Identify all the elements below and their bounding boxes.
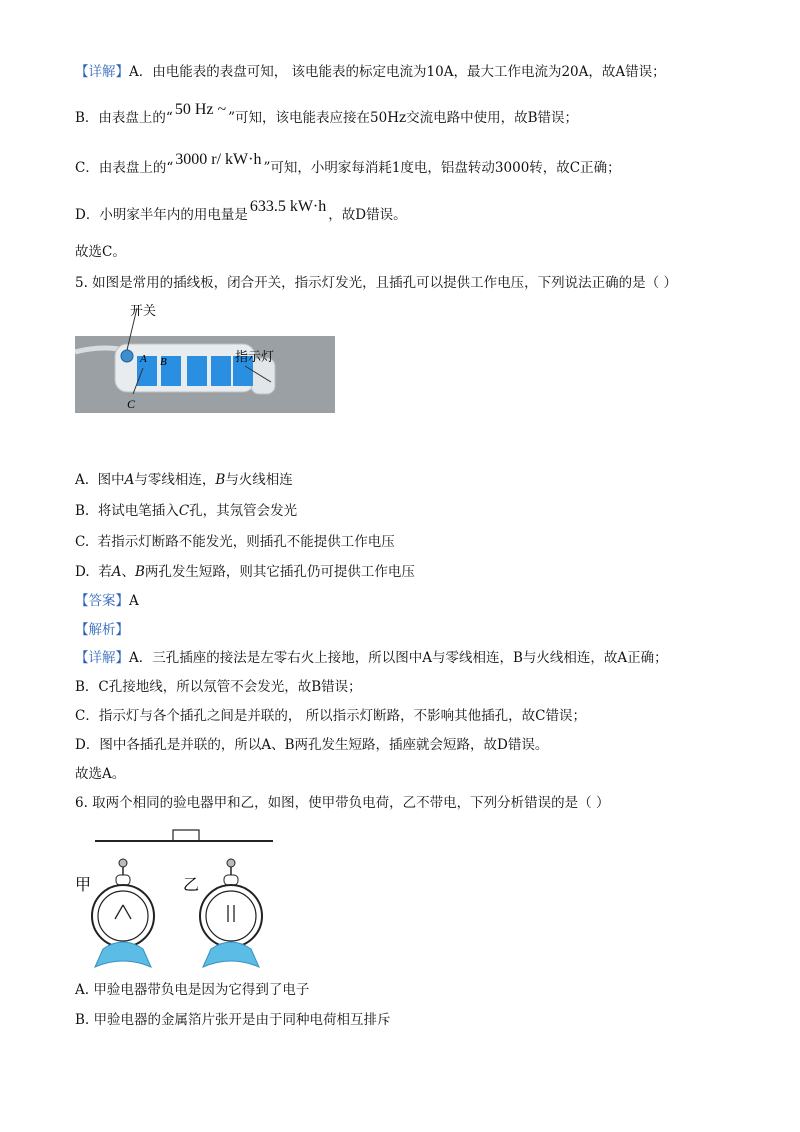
q5-conclusion: 故选A。 bbox=[75, 766, 126, 782]
label-b: B bbox=[160, 356, 167, 368]
formula-633: 633.5 kW·h bbox=[249, 198, 327, 215]
q6-option-a: A. 甲验电器带负电是因为它得到了电子 bbox=[75, 982, 310, 998]
q6-stem: 6. 取两个相同的验电器甲和乙，如图，使甲带负电荷，乙不带电，下列分析错误的是（ ） bbox=[75, 795, 610, 811]
prev-detail-a: 【详解】A．由电能表的表盘可知， 该电能表的标定电流为10A，最大工作电流为20A，故A错误； bbox=[75, 64, 666, 80]
label-a: A bbox=[140, 353, 147, 365]
q6-option-b: B. 甲验电器的金属箔片张开是由于同种电荷相互排斥 bbox=[75, 1012, 391, 1028]
switch-label: 开关 bbox=[130, 304, 157, 319]
q5-stem: 5. 如图是常用的插线板，闭合开关，指示灯发光，且插孔可以提供工作电压，下列说法正确的是（ ） bbox=[75, 275, 677, 291]
q5-detail-c: C．指示灯与各个插孔之间是并联的， 所以指示灯断路，不影响其他插孔，故C错误； bbox=[75, 708, 586, 724]
indicator-label: 指示灯 bbox=[235, 350, 275, 365]
label-jia: 甲 bbox=[75, 875, 92, 894]
prev-detail-d: D．小明家半年内的用电量是 633.5 kW·h ，故D错误。 bbox=[75, 198, 407, 223]
q5-option-b: B. 将试电笔插入C孔，其氖管会发光 bbox=[75, 503, 298, 519]
prev-detail-b: B．由表盘上的“ 50 Hz ~ ”可知，该电能表应接在50Hz交流电路中使用，故B错误； bbox=[75, 101, 579, 126]
answer-tag: 【答案】 bbox=[75, 593, 129, 609]
q5-detail-a: 【详解】A．三孔插座的接法是左零右火上接地，所以图中A与零线相连，B与火线相连，故A正确； bbox=[75, 650, 668, 666]
q5-option-d: D. 若A、B两孔发生短路，则其它插孔仍可提供工作电压 bbox=[75, 564, 415, 580]
q5-answer bbox=[75, 591, 139, 611]
answer-value: A bbox=[129, 593, 139, 609]
formula-3000: 3000 r/ kW·h bbox=[175, 151, 262, 168]
label-c: C bbox=[127, 397, 136, 411]
formula-50hz: 50 Hz ~ bbox=[174, 101, 227, 118]
prev-conclusion: 故选C。 bbox=[75, 244, 126, 260]
label-yi: 乙 bbox=[183, 875, 200, 894]
power-strip-figure bbox=[75, 300, 335, 415]
detail-tag: 【详解】 bbox=[75, 64, 129, 80]
q5-option-c: C. 若指示灯断路不能发光，则插孔不能提供工作电压 bbox=[75, 534, 395, 550]
prev-detail-c: C．由表盘上的“ 3000 r/ kW·h ”可知，小明家每消耗1度电，铝盘转动3000转，故C正确； bbox=[75, 151, 621, 176]
q5-analysis-tag: 【解析】 bbox=[75, 622, 129, 638]
q5-option-a: A. 图中A与零线相连，B与火线相连 bbox=[75, 472, 293, 488]
q5-detail-d: D．图中各插孔是并联的，所以A、B两孔发生短路，插座就会短路，故D错误。 bbox=[75, 737, 549, 753]
electroscope-figure bbox=[75, 825, 285, 970]
q5-detail-b: B．C孔接地线，所以氖管不会发光，故B错误； bbox=[75, 679, 362, 695]
